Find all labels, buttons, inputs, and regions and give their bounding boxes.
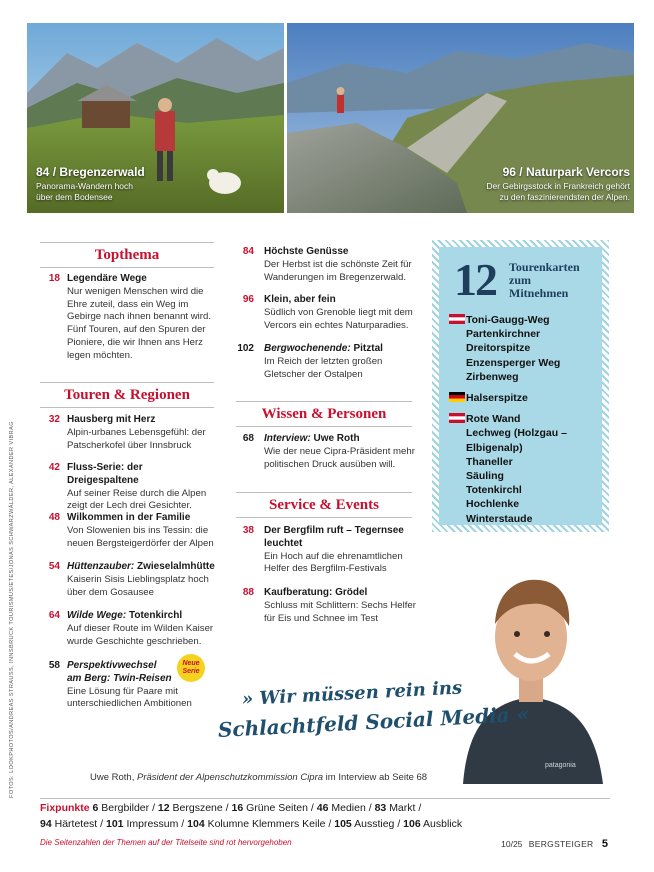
- toc-description: Ein Hoch auf die ehrenamtlichen Helfer des Bergfilm-Festivals: [264, 550, 403, 575]
- toc-title: Der Bergfilm ruft – Tegernsee leuchtet: [264, 525, 404, 549]
- tour-item: Lechweg (Holzgau –: [466, 427, 567, 440]
- tour-item: Säuling: [466, 470, 504, 483]
- toc-entry[interactable]: [234, 525, 424, 576]
- toc-entry[interactable]: [234, 294, 424, 332]
- tour-box-title: Tourenkarten zum Mitnehmen: [509, 260, 580, 300]
- toc-entry[interactable]: [234, 587, 424, 625]
- toc-page-number: 64: [48, 610, 60, 621]
- tour-item: Halserspitze: [466, 392, 528, 405]
- toc-title: Wilkommen in der Familie: [67, 512, 191, 523]
- caption-text: Panorama-Wandern hoch: [36, 181, 134, 191]
- fixpunkte-list: Fixpunkte 6 Bergbilder / 12 Bergszene / 16 Grüne Seiten / 46 Medien / 83 Markt / 94 Härtetest / 101 Impressum / 104 Kolumne Klemmers Keile / 105 Ausstieg / 106 Ausblick: [40, 798, 610, 832]
- toc-description: Auf dieser Route im Wilden Kaiser wurde Geschichte geschrieben.: [67, 622, 214, 647]
- pull-quote-line: » Wir müssen rein ins: [241, 677, 463, 710]
- tour-item: Rote Wand: [466, 413, 521, 426]
- fixpunkt-item: 106 Ausblick: [403, 818, 463, 830]
- new-series-badge: Neue Serie: [177, 654, 205, 682]
- toc-entry[interactable]: [40, 462, 215, 513]
- toc-entry[interactable]: [40, 414, 215, 452]
- toc-title: Perspektivwechsel: [67, 660, 157, 671]
- toc-page-number: 68: [242, 433, 254, 444]
- tour-item: Hochlenke: [466, 498, 520, 511]
- toc-description: Alpin-urbanes Lebensgefühl: der Patscherkofel über Innsbruck: [67, 426, 206, 451]
- toc-title: Klein, aber fein: [264, 294, 336, 305]
- tour-item: Dreitorspitze: [466, 342, 531, 355]
- footer-note: Die Seitenzahlen der Themen auf der Titelseite sind rot hervorgehoben: [40, 838, 292, 847]
- tour-item: Winterstaude: [466, 512, 533, 525]
- toc-entry[interactable]: [40, 561, 215, 599]
- caption-title: Bregenzerwald: [59, 165, 145, 179]
- tour-maps-box: [432, 240, 609, 532]
- toc-page-number: 54: [48, 561, 60, 572]
- toc-description: Auf seiner Reise durch die Alpen zeigt der Lech drei Gesichter.: [67, 487, 207, 512]
- fixpunkt-item: 16 Grüne Seiten: [231, 802, 308, 814]
- fixpunkt-item: 46 Medien: [316, 802, 366, 814]
- toc-description: Schluss mit Schlittern: Sechs Helfer für Eis und Schnee im Test: [264, 599, 416, 624]
- toc-entry[interactable]: [40, 610, 215, 648]
- fixpunkt-item: 83 Markt: [374, 802, 416, 814]
- portrait-uwe-roth: [453, 542, 608, 784]
- caption-page-number: 84: [36, 165, 50, 179]
- toc-description: Wie der neue Cipra-Präsident mehr politischen Druck ausüben will.: [264, 445, 415, 470]
- magazine-name: BERGSTEIGER: [528, 839, 594, 849]
- fixpunkt-item: 105 Ausstieg: [334, 818, 395, 830]
- toc-page-number: 32: [48, 414, 60, 425]
- tour-item: Toni-Gaugg-Weg: [466, 314, 550, 326]
- toc-page-number: 48: [48, 512, 60, 523]
- toc-page-number: 96: [242, 294, 254, 305]
- toc-title: Interview: Uwe Roth: [264, 433, 360, 444]
- toc-entry[interactable]: [40, 512, 215, 550]
- toc-description: Der Herbst ist die schönste Zeit für Wanderungen im Bregenzerwald.: [264, 258, 412, 283]
- toc-page-number: 18: [48, 273, 60, 284]
- germany-flag-icon: [449, 392, 465, 402]
- tour-count: 12: [454, 254, 496, 305]
- austria-flag-icon: [449, 413, 465, 423]
- fixpunkt-item: 6 Bergbilder: [92, 802, 150, 814]
- fixpunkt-item: 101 Impressum: [105, 818, 179, 830]
- tour-group: [449, 412, 596, 526]
- toc-page-number: 102: [237, 343, 254, 354]
- toc-title: Höchste Genüsse: [264, 246, 349, 257]
- tour-item: Partenkirchner: [466, 328, 541, 341]
- toc-page-number: 58: [48, 660, 60, 671]
- photo-credit: FOTOS: LOOKPHOTOS/ANDREAS STRAUSS, INNSBRUCK TOURISMUS/ETES/JONAS SCHWARZWÄLDER, ALEXANDER VIBRAG: [9, 421, 15, 798]
- toc-title: Legendäre Wege: [67, 273, 147, 284]
- toc-title: Bergwochenende: Pitztal: [264, 343, 383, 354]
- page-number: 5: [601, 838, 608, 850]
- toc-title: Wilde Wege: Totenkirchl: [67, 610, 183, 621]
- caption-text: Der Gebirgsstock in Frankreich gehört: [486, 181, 630, 191]
- tour-item: Totenkirchl: [466, 484, 522, 497]
- toc-entry[interactable]: [40, 273, 215, 363]
- toc-title: Hausberg mit Herz: [67, 414, 156, 425]
- toc-title: Fluss-Serie: der Dreigespaltene: [67, 462, 143, 486]
- tour-item: Elbigenalp): [466, 441, 523, 454]
- tour-group: [449, 391, 596, 405]
- section-heading-topthema: Topthema: [40, 242, 214, 268]
- toc-entry[interactable]: [234, 246, 424, 284]
- photo-caption-right: 96 / Naturpark Vercors Der Gebirgsstock in Frankreich gehört zu den faszinierendsten der Alpen.: [486, 165, 630, 202]
- toc-description: Kaiserin Sisis Lieblingsplatz hoch über dem Gosausee: [67, 573, 209, 598]
- fixpunkt-item: 94 Härtetest: [40, 818, 98, 830]
- toc-title: Hüttenzauber: Zwieselalmhütte: [67, 561, 215, 572]
- toc-page-number: 38: [242, 525, 254, 536]
- toc-description: Von Slowenien bis ins Tessin: die neuen Bergsteigerdörfer der Alpen: [67, 524, 214, 549]
- svg-text:patagonia: patagonia: [545, 762, 576, 769]
- section-heading-service: Service & Events: [236, 492, 412, 518]
- tour-item: Enzensperger Weg: [466, 356, 561, 369]
- quote-attribution: Uwe Roth, Präsident der Alpenschutzkommission Cipra im Interview ab Seite 68: [90, 772, 428, 783]
- photo-caption-left: 84 / Bregenzerwald Panorama-Wandern hoch über dem Bodensee: [36, 165, 145, 202]
- austria-flag-icon: [449, 314, 465, 324]
- caption-title: Naturpark Vercors: [525, 165, 630, 179]
- toc-page-number: 42: [48, 462, 60, 473]
- caption-page-number: 96: [502, 165, 516, 179]
- section-heading-wissen: Wissen & Personen: [236, 401, 412, 427]
- toc-entry[interactable]: [234, 343, 424, 381]
- toc-description: Eine Lösung für Paare mit unterschiedlichen Ambitionen: [67, 685, 192, 710]
- toc-page-number: 84: [242, 246, 254, 257]
- fixpunkte-label: Fixpunkte: [40, 802, 90, 814]
- folio: [501, 838, 608, 850]
- pull-quote-line: Schlachtfeld Social Media «: [217, 701, 530, 742]
- toc-title: am Berg: Twin-Reisen: [67, 672, 172, 684]
- caption-text: über dem Bodensee: [36, 192, 113, 202]
- tour-item: Zirbenweg: [466, 370, 519, 383]
- fixpunkt-item: 12 Bergszene: [157, 802, 223, 814]
- tour-item: Thaneller: [466, 455, 513, 468]
- toc-description: Südlich von Grenoble liegt mit dem Vercors ein echtes Naturparadies.: [264, 306, 413, 331]
- caption-text: zu den faszinierendsten der Alpen.: [499, 192, 630, 202]
- section-heading-touren: Touren & Regionen: [40, 382, 214, 408]
- tour-list: [449, 313, 596, 533]
- issue-number: 10/25: [501, 839, 523, 849]
- toc-description: Nur wenigen Menschen wird die Ehre zuteil, dass ein Weg im Gebirge nach ihnen benannt wird. Fünf Touren, auf den Spuren der Pioniere, die wir Ihnen ans Herz legen möchten.: [67, 285, 212, 361]
- toc-page-number: 88: [242, 587, 254, 598]
- tour-group: [449, 313, 596, 384]
- toc-entry[interactable]: [234, 433, 424, 471]
- toc-title: Kaufberatung: Grödel: [264, 587, 368, 598]
- toc-description: Im Reich der letzten großen Gletscher der Ostalpen: [264, 355, 383, 380]
- fixpunkt-item: 104 Kolumne Klemmers Keile: [187, 818, 326, 830]
